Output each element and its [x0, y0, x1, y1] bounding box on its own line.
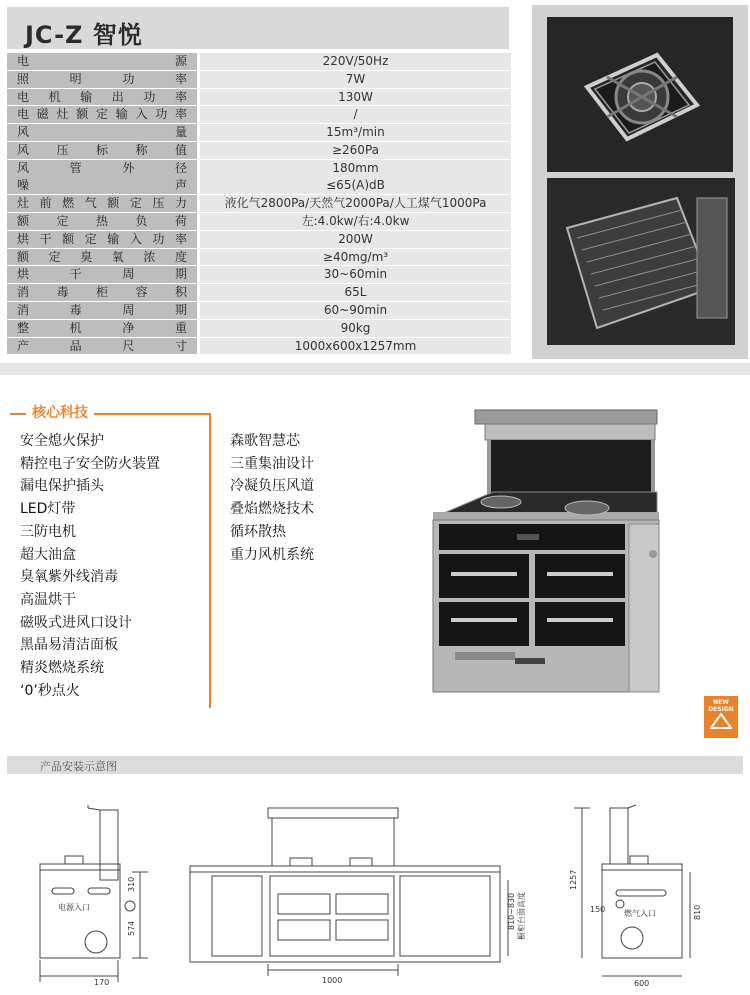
gas-inlet-label: 燃气入口 — [624, 909, 656, 918]
feature-item: 精控电子安全防火装置 — [20, 455, 160, 472]
spec-row — [7, 142, 511, 159]
spec-row — [7, 195, 511, 212]
rack-photo — [547, 178, 735, 345]
feature-item: 冷凝负压风道 — [230, 478, 314, 495]
spec-row — [7, 320, 511, 337]
badge-logo-icon — [710, 713, 732, 729]
spec-value: 液化气2800Pa/天然气2000Pa/人工煤气1000Pa — [200, 195, 511, 212]
feature-item: 超大油盒 — [20, 546, 76, 563]
spec-value: 60~90min — [200, 302, 511, 319]
spec-value: 130W — [200, 89, 511, 106]
spec-label: 消 毒 柜 容 积 — [7, 284, 197, 301]
spec-table — [7, 53, 511, 355]
counter-height-note: 橱柜台面高度 — [517, 892, 526, 940]
feature-item: 重力风机系统 — [230, 546, 314, 563]
spec-row — [7, 106, 511, 123]
dim-1257: 1257 — [569, 869, 578, 890]
feature-item: LED灯带 — [20, 501, 76, 518]
feature-item: 安全熄火保护 — [20, 433, 104, 449]
spec-label: 产 品 尺 寸 — [7, 338, 197, 355]
spec-label: 风 压 标 称 值 — [7, 142, 197, 159]
spec-label: 额 定 热 负 荷 — [7, 213, 197, 230]
feature-item: 黑晶易清洁面板 — [20, 637, 118, 654]
spec-row — [7, 266, 511, 283]
dim-170: 170 — [94, 978, 110, 987]
spec-row — [7, 338, 511, 355]
feature-item: 臭氧紫外线消毒 — [20, 569, 118, 586]
detail-photo-panel — [532, 5, 748, 359]
product-illustration — [425, 404, 665, 704]
spec-label: 消 毒 周 期 — [7, 302, 197, 319]
spec-row — [7, 231, 511, 248]
spec-row — [7, 213, 511, 230]
core-title: 核心科技 — [26, 402, 94, 422]
rack-illustration — [547, 178, 735, 345]
feature-item: 精炎燃烧系统 — [20, 660, 104, 677]
spec-label: 整 机 净 重 — [7, 320, 197, 337]
section-separator — [0, 363, 750, 375]
spec-row — [7, 53, 511, 70]
spec-row — [7, 249, 511, 266]
spec-value: 90kg — [200, 320, 511, 337]
burner-illustration — [547, 17, 733, 172]
spec-row — [7, 124, 511, 141]
dim-310: 310 — [127, 876, 136, 892]
spec-value: ≥260Pa — [200, 142, 511, 159]
feature-item: 三防电机 — [20, 523, 76, 540]
feature-list-left — [20, 430, 160, 702]
spec-value: 180mm — [200, 160, 511, 177]
badge-line-1: NEW — [713, 699, 729, 706]
dim-574: 574 — [127, 920, 136, 936]
spec-value: 30~60min — [200, 266, 511, 283]
feature-item: 循环散热 — [230, 523, 286, 540]
spec-row — [7, 302, 511, 319]
side-view-right — [574, 805, 690, 976]
feature-item: 高温烘干 — [20, 591, 76, 608]
power-inlet-label: 电源入口 — [58, 903, 90, 912]
feature-list-right — [230, 430, 314, 566]
spec-row — [7, 71, 511, 88]
install-diagrams — [0, 780, 750, 995]
spec-value: 15m³/min — [200, 124, 511, 141]
feature-item: 磁吸式进风口设计 — [20, 614, 132, 631]
spec-label: 烘干额定输入功率 — [7, 231, 197, 248]
feature-item: 森歌智慧芯 — [230, 433, 300, 449]
spec-row — [7, 89, 511, 106]
spec-label: 风 量 — [7, 124, 197, 141]
spec-row — [7, 160, 511, 177]
spec-value: 左:4.0kw/右:4.0kw — [200, 213, 511, 230]
dim-810-830: 810~830 — [507, 892, 516, 930]
spec-row — [7, 284, 511, 301]
product-title: JC-Z 智悦 — [25, 21, 143, 49]
install-title: 产品安装示意图 — [40, 760, 117, 773]
front-view — [190, 808, 508, 976]
dim-810: 810 — [693, 904, 702, 920]
install-section-band — [7, 756, 743, 774]
new-design-badge — [704, 696, 738, 738]
spec-label: 噪 声 — [7, 177, 197, 194]
title-bar — [7, 7, 509, 49]
spec-label: 电磁灶额定输入功率 — [7, 106, 197, 123]
spec-value: 220V/50Hz — [200, 53, 511, 70]
feature-item: 漏电保护插头 — [20, 478, 104, 495]
spec-row — [7, 177, 511, 194]
feature-item: 三重集油设计 — [230, 455, 314, 472]
spec-value: 65L — [200, 284, 511, 301]
spec-value: 1000x600x1257mm — [200, 338, 511, 355]
spec-value: ≤65(A)dB — [200, 177, 511, 194]
badge-line-2: DESIGN — [708, 706, 734, 713]
spec-value: / — [200, 106, 511, 123]
burner-photo — [547, 17, 733, 172]
spec-value: ≥40mg/m³ — [200, 249, 511, 266]
spec-label: 照 明 功 率 — [7, 71, 197, 88]
feature-item: 叠焰燃烧技术 — [230, 501, 314, 518]
spec-label: 风 管 外 径 — [7, 160, 197, 177]
spec-label: 电机输出功率 — [7, 89, 197, 106]
spec-label: 电 源 — [7, 53, 197, 70]
side-view-left — [40, 805, 148, 982]
feature-item: ‘0’秒点火 — [20, 682, 80, 699]
core-vertical-rule — [209, 413, 211, 708]
dim-150: 150 — [590, 905, 606, 914]
dim-1000: 1000 — [322, 976, 343, 985]
spec-label: 烘 干 周 期 — [7, 266, 197, 283]
dim-600: 600 — [634, 979, 650, 988]
spec-value: 200W — [200, 231, 511, 248]
spec-label: 灶前燃气额定压力 — [7, 195, 197, 212]
spec-value: 7W — [200, 71, 511, 88]
spec-label: 额定臭氧浓度 — [7, 249, 197, 266]
